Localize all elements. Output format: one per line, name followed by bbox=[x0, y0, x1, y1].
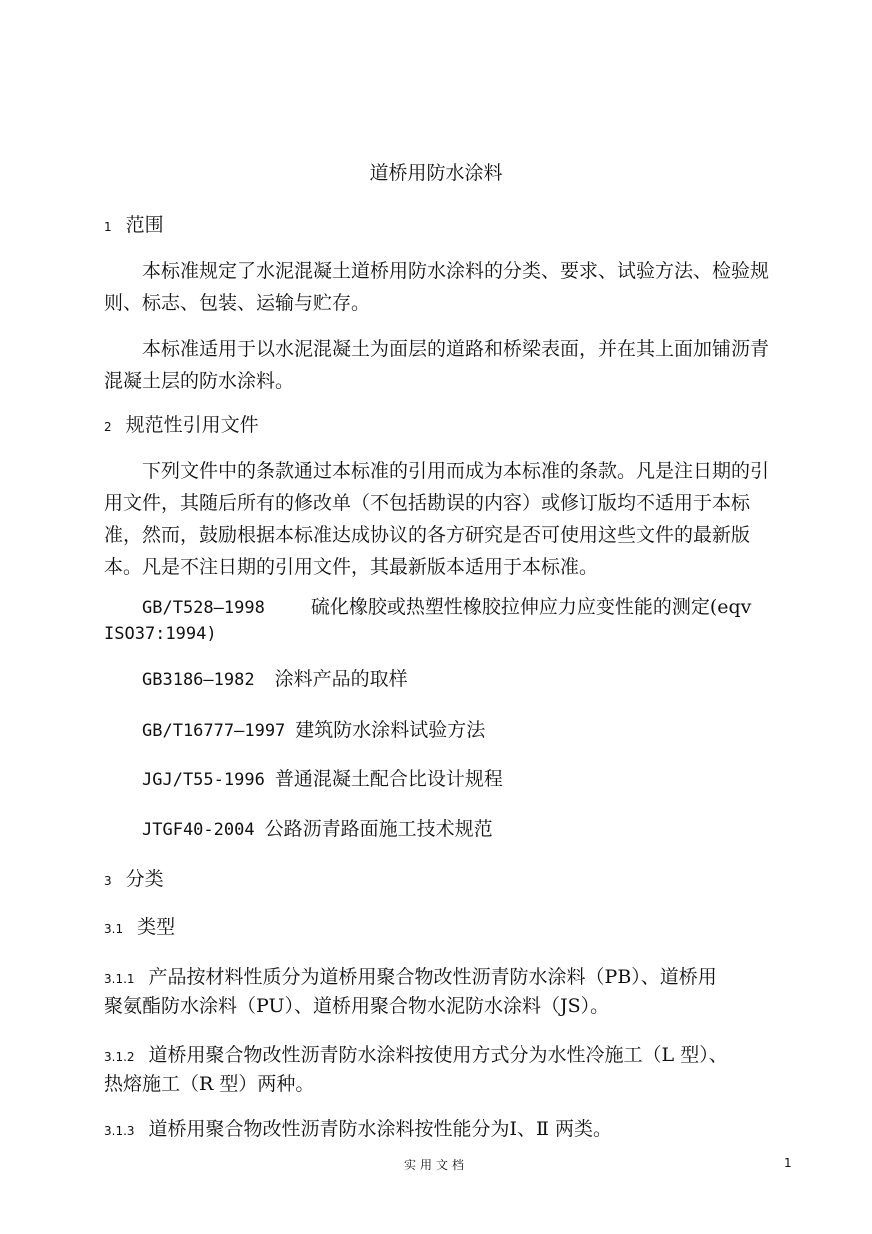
paragraph-scope-1: 本标准规定了水泥混凝土道桥用防水涂料的分类、要求、试验方法、检验规则、标志、包装、运输与贮存。 bbox=[104, 260, 770, 314]
reference-item bbox=[142, 814, 493, 841]
reference-code: GB3186—1982 bbox=[142, 670, 255, 690]
section-title: 分类 bbox=[125, 868, 164, 890]
reference-code: JTGF40-2004 bbox=[142, 820, 255, 840]
reference-item bbox=[142, 592, 751, 619]
clause-3-1-2 bbox=[104, 1040, 728, 1067]
section-2-heading bbox=[104, 410, 259, 437]
clause-3-1-1-continuation: 聚氨酯防水涂料（PU）、道桥用聚合物水泥防水涂料（JS）。 bbox=[104, 995, 610, 1017]
reference-code: JGJ/T55-1996 bbox=[142, 770, 265, 790]
document-title: 道桥用防水涂料 bbox=[369, 162, 503, 184]
reference-title: 公路沥青路面施工技术规范 bbox=[264, 818, 493, 840]
section-3-1-heading bbox=[104, 912, 175, 939]
clause-number: 3.1.1 bbox=[104, 972, 135, 986]
reference-title: 硫化橡胶或热塑性橡胶拉伸应力应变性能的测定(eqv bbox=[310, 596, 752, 618]
reference-title: 涂料产品的取样 bbox=[274, 668, 408, 690]
reference-item bbox=[142, 664, 408, 691]
reference-title: 普通混凝土配合比设计规程 bbox=[274, 768, 503, 790]
section-number: 3.1 bbox=[104, 922, 124, 936]
footer-label: 实用文档 bbox=[403, 1158, 468, 1172]
section-title: 范围 bbox=[125, 214, 164, 236]
clause-text: 产品按材料性质分为道桥用聚合物改性沥青防水涂料（PB）、道桥用 bbox=[148, 966, 717, 988]
page-number: 1 bbox=[784, 1156, 792, 1170]
reference-item bbox=[142, 715, 485, 742]
reference-item bbox=[142, 764, 503, 791]
paragraph-scope-2: 本标准适用于以水泥混凝土为面层的道路和桥梁表面，并在其上面加铺沥青混凝土层的防水涂料。 bbox=[104, 338, 770, 392]
section-title: 类型 bbox=[137, 916, 176, 938]
section-title: 规范性引用文件 bbox=[125, 414, 259, 436]
reference-title: 建筑防水涂料试验方法 bbox=[295, 719, 486, 741]
section-number: 1 bbox=[104, 220, 112, 234]
clause-text: 道桥用聚合物改性沥青防水涂料按使用方式分为水性冷施工（L 型）、 bbox=[148, 1044, 728, 1066]
section-number: 2 bbox=[104, 420, 112, 434]
clause-number: 3.1.3 bbox=[104, 1124, 135, 1138]
clause-text: 道桥用聚合物改性沥青防水涂料按性能分为Ⅰ、Ⅱ 两类。 bbox=[148, 1118, 613, 1140]
section-number: 3 bbox=[104, 874, 112, 888]
clause-number: 3.1.2 bbox=[104, 1050, 135, 1064]
paragraph-references-intro: 下列文件中的条款通过本标准的引用而成为本标准的条款。凡是注日期的引用文件，其随后所有的修改单（不包括勘误的内容）或修订版均不适用于本标准，然而，鼓励根据本标准达成协议的各方研究是否可使用这些文件的最新版本。凡是不注日期的引用文件，其最新版本适用于本标准。 bbox=[104, 460, 770, 578]
clause-3-1-2-continuation: 热熔施工（R 型）两种。 bbox=[104, 1073, 315, 1095]
reference-continuation: ISO37:1994) bbox=[104, 624, 217, 644]
section-3-heading bbox=[104, 864, 164, 891]
reference-code: GB/T16777—1997 bbox=[142, 721, 286, 741]
section-1-heading bbox=[104, 210, 164, 237]
clause-3-1-3 bbox=[104, 1114, 612, 1141]
reference-code: GB/T528—1998 bbox=[142, 598, 265, 618]
clause-3-1-1 bbox=[104, 962, 717, 989]
